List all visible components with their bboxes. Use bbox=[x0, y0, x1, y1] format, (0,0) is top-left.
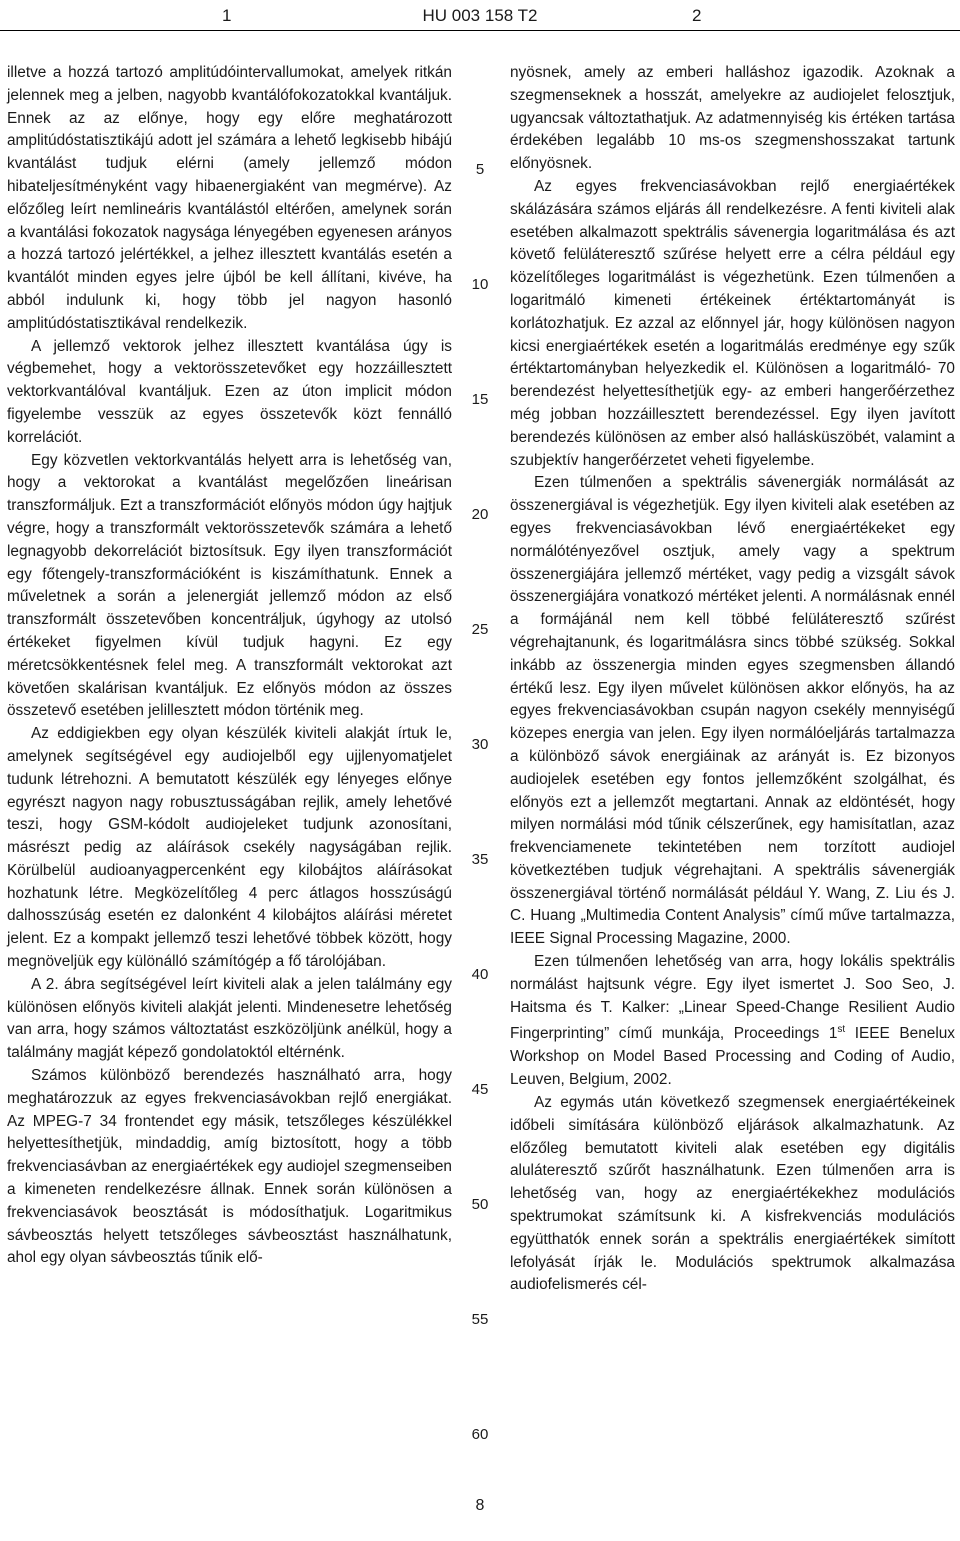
right-text-column bbox=[510, 62, 955, 1297]
paragraph: Számos különböző berendezés használható arra, hogy meghatározzuk az egyes frekvenciasávokban rejlő energiákat. Az MPEG-7 34 frontendet egy másik, tetszőleges készülékkel helyettesíthetjük, mindaddig, amíg biztosított, hogy a több frekvenciasávban az energiaértékek egy audiojel szegmenseiben a kimeneten rendelkezésre állnak. Ennek során különösen a frekvenciasávok beosztását is módosíthatjuk. Logaritmikus sávbeosztás helyett tetszőleges sávbeosztást használhatunk, ahol egy olyan sávbeosztás tűnik elő- bbox=[7, 1067, 452, 1267]
line-number: 20 bbox=[471, 506, 489, 523]
paragraph: nyösnek, amely az emberi halláshoz igazodik. Azoknak a szegmenseknek a hosszát, amelyekre az audiojelet felosztjuk, ugyancsak változtathatjuk. Az adatmennyiség kis értéken tartása érdekében legalább 10 ms-os szegmenshosszakat tartunk előnyösnek. bbox=[510, 64, 955, 173]
paragraph: illetve a hozzá tartozó amplitúdóintervallumokat, amelyek ritkán jelennek meg a jelben, nagyobb kvantálófokozatokkal kvantáljuk. Ennek az az előnye, hogy egy előre meghatározott amplitúdóstatisztikájú adott jel számára a lehető legkisebb hibájú kvantálást tudjuk elérni (amely jellemző módon hibateljesítményként vagy hibaenergiaként van megmérve). Az előzőleg leírt nemlineáris kvantálástól eltérően, amelynek során a kvantálási fokozatok nagysága lényegében egyenesen arányos a hozzá tartozó jelértékkel, a jelhez illesztett kvantálás esetén a kvantálót minden egyes jelre újból be kell állítani, kivéve, ha abból indulunk ki, hogy több jel nagyon hasonló amplitúdóstatisztikával rendelkezik. bbox=[7, 64, 452, 332]
paragraph: A jellemző vektorok jelhez illesztett kvantálása úgy is végbemehet, hogy a vektorösszetevőket egy hozzáillesztett vektorkvantálóval kvantáljuk. Ezen az úton implicit módon figyelembe vesszük az egyes összetevők közt fennálló korrelációt. bbox=[7, 337, 452, 446]
header-document-id: HU 003 158 T2 bbox=[422, 6, 538, 25]
page-number: 8 bbox=[475, 1497, 485, 1514]
line-number: 10 bbox=[471, 276, 489, 293]
line-number: 25 bbox=[471, 621, 489, 638]
left-text-column bbox=[7, 62, 452, 1270]
paragraph: Egy közvetlen vektorkvantálás helyett arra is lehetőség van, hogy a vektorokat a kvantálást megelőzően lineárisan transzformáljuk. Ezt a transzformációt előnyös módon úgy hajtjuk végre, hogy a transzformált vektorösszetevők számára a lehető legnagyobb dekorrelációt biztosítsuk. Egy ilyen transzformációt egy főtengely-transzformációként is kiszámíthatunk. Ennek a műveletnek a során a jelenergiát jellemző módon az első transzformált összetevőben koncentráljuk, úgyhogy az utolsó értékeket figyelmen kívül tudjuk hagyni. Ez egy méretcsökkentésnek felel meg. A transzformált vektorokat azt követően skalárisan kvantáljuk. Ez előnyös módon az összes összetevő esetében jelillesztett módon történik meg. bbox=[7, 451, 452, 720]
line-number: 55 bbox=[471, 1311, 489, 1328]
line-number: 30 bbox=[471, 736, 489, 753]
paragraph: Ezen túlmenően a spektrális sávenergiák normálását az összenergiával is végezhetjük. Egy ilyen kiviteli alak esetében az egyes frekvenciasávokban lévő energiaértékeket egy normálótényezővel osztjuk, amely vagy a spektrum összenergiájára jellemző mértéket, vagy pedig a vizsgált sávok összenergiájára vonatkozó mértéket jelenti. A normálásnak ennél a formájánál nem kell többé felüláteresztő szűrést végrehajtanunk, és logaritmálásra sincs többé szükség. Sokkal inkább az összenergia minden egyes szegmensben állandó értékű lesz. Egy ilyen művelet különösen akkor előnyös, ha az egyes frekvenciasávokban csupán nagyon csekély mennyiségű közepes energia van jelen. Egy ilyen normálóeljárás tartalmazza a különböző sávok energiáinak az arányát is. Ez bizonyos audiojelek esetében egy fontos jellemzőként szolgálhat, és előnyös ezt a jellemzőt megtartani. Annak az eldöntését, hogy milyen normálási mód tűnik célszerűnek, egy hamisítatlan, azaz frekvenciamenete tekintetében nem torzított audiojel következtében tudjuk végrehajtani. A spektrális sávenergiák összenergiával történő normálását például Y. Wang, Z. Liu és J. C. Huang „Multimedia Content Analysis” című műve tartalmazza, IEEE Signal Processing Magazine, 2000. bbox=[510, 474, 955, 948]
line-number: 45 bbox=[471, 1081, 489, 1098]
line-number: 50 bbox=[471, 1196, 489, 1213]
ordinal-suffix: st bbox=[837, 1024, 846, 1036]
paragraph: A 2. ábra segítségével leírt kiviteli alak a jelen találmány egy különösen előnyös kiviteli alakját jelenti. Mindenesetre lehetőség van arra, hogy számos változtatást eszközöljünk anélkül, hogy a találmány magját képező gondolatoktól eltérnénk. bbox=[7, 975, 452, 1062]
header-left-page-number: 1 bbox=[222, 6, 232, 25]
paragraph: Ezen túlmenően lehetőség van arra, hogy lokális spektrális normálást hajtsunk végre. Egy ilyet ismertet J. Soo Seo, J. Haitsma és T. Kalker: „Linear Speed-Change Resilient Audio Fingerprinting” című munkája, Proceedings 1st IEEE Benelux Workshop on Model Based Processing and Coding of Audio, Leuven, Belgium, 2002. bbox=[510, 953, 956, 1089]
paragraph: Az egyes frekvenciasávokban rejlő energiaértékek skálázására számos eljárás áll rendelkezésre. A fenti kiviteli alak esetében alkalmazott spektrális sávenergia logaritmálása és azt követő felüláteresztő szűrése helyett erre a célra például egy közelítőleges logaritmálást is végezhetünk. Ezen túlmenően a logaritmáló kimeneti értékeinek értéktartományát is korlátozhatjuk. Ez azzal az előnnyel jár, hogy különösen nagyon kicsi energiaértékek esetén a logaritmálás eredménye egy szűk értéktartományban helyezkedik el. Különösen a logaritmáló- 70 berendezést helyettesíthetjük egy- az emberi hangerőérzethez még jobban hozzáillesztett berendezéssel. Egy ilyen javított berendezés különösen az ember alsó hallásküszöbét, valamint a szubjektív hangerőérzetet veheti figyelembe. bbox=[510, 177, 955, 469]
line-number: 35 bbox=[471, 851, 489, 868]
line-number: 15 bbox=[471, 391, 489, 408]
header-rule bbox=[0, 30, 960, 31]
paragraph: Az egymás után következő szegmensek energiaértékeinek időbeli simítására különböző eljárások alkalmazhatunk. Az előzőleg bemutatott kiviteli alak esetében egy digitális aluláteresztő szűrőt használhatunk. Ezen túlmenően arra is lehetőség van, hogy az energiaértékekhez modulációs spektrumokat számítsunk ki. A kisfrekvenciás modulációs együtthatók ennek során a spektrális energiaértékek simított lefolyását írják le. Modulációs spektrumok alkalmazása audiofelismerés cél- bbox=[510, 1093, 955, 1294]
header-right-page-number: 2 bbox=[692, 6, 702, 25]
paragraph: Az eddigiekben egy olyan készülék kiviteli alakját írtuk le, amelynek segítségével egy audiojelből egy ujjlenyomatjelet tudunk létrehozni. A bemutatott készülék egy lényeges előnye egyrészt nagyon nagy robusztusságában rejlik, amely lehetővé teszi, hogy GSM-kódolt audiojeleket tudjunk azonosítani, másrészt pedig az aláírások csekély nagyságában rejlik. Körülbelül audioanyagpercenként egy kilobájtos aláírásokat hozhatunk létre. Megközelítőleg 4 perc átlagos hosszúságú dalhosszúság esetén ez dalonként 4 kilobájtos aláírási méretet jelent. Ez a kompakt jellemző teszi lehetővé többek között, hogy megnöveljük egy különálló számítógép a fő tárolójában. bbox=[7, 725, 452, 971]
line-number: 60 bbox=[471, 1426, 489, 1443]
line-number: 40 bbox=[471, 966, 489, 983]
line-number: 5 bbox=[475, 161, 485, 178]
